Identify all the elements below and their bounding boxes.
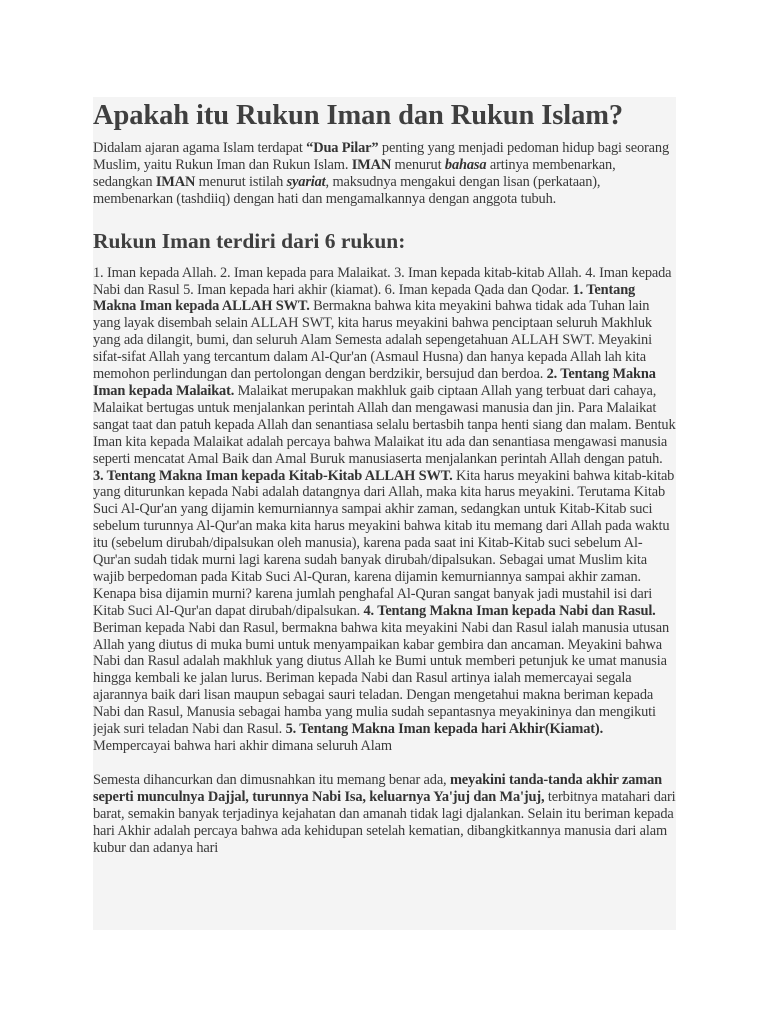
text-run: menurut [391,156,445,173]
intro-paragraph [93,140,676,208]
point-heading: 1. Tentang Makna Iman kepada ALLAH SWT. [93,281,636,315]
bold-italic-text: bahasa [444,156,487,173]
bold-text: IMAN [351,156,392,173]
text-run: , maksudnya mengakui dengan lisan (perkataan), membenarkan (tashdiiq) dengan hati dan mengamalkannya dengan anggota tubuh. [93,173,601,207]
page-title: Apakah itu Rukun Iman dan Rukun Islam? [93,100,624,131]
bold-text: “Dua Pilar” [306,140,379,156]
bold-text: meyakini tanda-tanda akhir zaman seperti munculnya Dajjal, turunnya Nabi Isa, keluarnya Ya'juj dan Ma'juj, [93,771,662,805]
text-run: Mempercayai bahwa hari akhir dimana seluruh Alam [93,738,392,754]
text-run: 1. Iman kepada Allah. 2. Iman kepada para Malaikat. 3. Iman kepada kitab-kitab Allah. 4. Iman kepada Nabi dan Rasul 5. Iman kepada hari akhir (kiamat). 6. Iman kepada Qada dan Qodar. [93,264,672,298]
text-run: Didalam ajaran agama Islam terdapat [93,140,307,156]
continuation-paragraph [93,772,676,857]
bold-text: IMAN [155,173,196,190]
text-run: penting yang menjadi pedoman hidup bagi seorang Muslim, yaitu Rukun Iman dan Rukun Islam. [93,140,670,173]
document-page [93,97,676,930]
point-heading: 3. Tentang Makna Iman kepada Kitab-Kitab ALLAH SWT. [93,467,453,484]
text-run: artinya membenarkan, sedangkan [93,156,616,190]
body-paragraph [93,265,676,755]
text-run: menurut istilah [195,173,287,190]
text-run: Semesta dihancurkan dan dimusnahkan itu memang benar ada, [93,771,450,788]
point-heading: 2. Tentang Makna Iman kepada Malaikat. [93,366,656,399]
point-heading: 5. Tentang Makna Iman kepada hari Akhir(Kiamat). [285,721,604,738]
text-run: Malaikat merupakan makhluk gaib ciptaan Allah yang terbuat dari cahaya, Malaikat bertugas untuk menjalankan perintah Allah dan mengawasi manusia dan jin. Para Malaikat sangat taat dan patuh kepada Allah dan senantiasa selalu bertasbih tanpa henti siang dan malam. Bentuk Iman kita kepada Malaikat adalah percaya bahwa Malaikat itu ada dan senantiasa mengawasi manusia seperti mencatat Amal Baik dan Amal Buruk manusiaserta menjalankan perintah Allah dengan patuh. [93,382,676,467]
text-run: Beriman kepada Nabi dan Rasul, bermakna bahwa kita meyakini Nabi dan Rasul ialah manusia utusan Allah yang diutus di muka bumi untuk menyampaikan kabar gembira dan ancaman. Meyakini bahwa Nabi dan Rasul adalah makhluk yang diutus Allah ke Bumi untuk memberi petunjuk ke umat manusia hingga kembali ke jalan lurus. Beriman kepada Nabi dan Rasul artinya ialah memercayai segala ajarannya baik dari lisan maupun sebagai sauri teladan. Dengan mengetahui makna beriman kepada Nabi dan Rasul, Manusia sebagai hamba yang mulia sudah sepantasnya meyakininya dan mengikuti jejak suri teladan Nabi dan Rasul. [93,619,669,738]
text-run: Kita harus meyakini bahwa kitab-kitab yang diturunkan kepada Nabi adalah datangnya dari Allah, maka kita harus meyakini. Terutama Kitab Suci Al-Qur'an yang dijamin kemurniannya sampai akhir zaman, sedangkan untuk Kitab-Kitab suci sebelum turunnya Al-Qur'an maka kita harus meyakini bahwa kitab itu memang dari Allah pada waktu itu (sebelum dirubah/dipalsukan oleh manusia), karena pada saat ini Kitab-Kitab suci sebelum Al-Qur'an sudah tidak murni lagi karena sudah banyak dirubah/dipalsukan. Sebagai umat Muslim kita wajib berpedoman pada Kitab Suci Al-Quran, karena dijamin kemurniannya sampai akhir zaman. Kenapa bisa dijamin murni? karena jumlah penghafal Al-Quran sangat banyak jadi mustahil isi dari Kitab Suci Al-Qur'an dapat dirubah/dipalsukan. [93,467,675,619]
text-run: terbitnya matahari dari barat, semakin banyak terjadinya kejahatan dan amanah tidak lagi djalankan. Selain itu beriman kepada hari Akhir adalah percaya bahwa ada kehidupan setelah kematian, dibangkitkannya manusia dari alam kubur dan adanya hari [93,788,676,856]
text-run: Bermakna bahwa kita meyakini bahwa tidak ada Tuhan lain yang layak disembah selain ALLAH SWT, kita harus meyakini bahwa penciptaan seluruh Makhluk yang ada dilangit, bumi, dan seluruh Alam Semesta adalah sepengetahuan ALLAH SWT. Meyakini sifat-sifat Allah yang tercantum dalam Al-Qur'an (Asmaul Husna) dan hanya kepada Allah lah kita memohon perlindungan dan pertolongan dengan berdzikir, bersujud dan berdoa. [93,298,652,383]
bold-italic-text: syariat [286,173,326,190]
section-heading: Rukun Iman terdiri dari 6 rukun: [93,228,406,253]
point-heading: 4. Tentang Makna Iman kepada Nabi dan Rasul. [363,602,656,619]
